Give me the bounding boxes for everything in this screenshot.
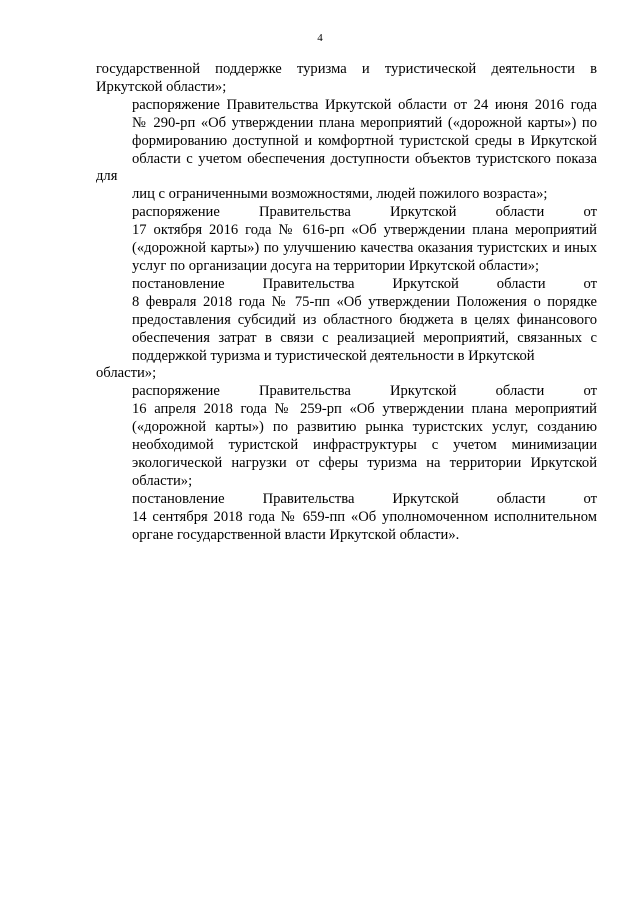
text-line: («дорожной карты») по улучшению качества оказания туристских и иных bbox=[132, 240, 597, 257]
text-line: 17 октября 2016 года № 616-рп «Об утверждении плана мероприятий bbox=[132, 222, 597, 239]
text-line: постановление Правительства Иркутской области от bbox=[132, 490, 597, 507]
page-number: 4 bbox=[317, 32, 323, 44]
text-line: формированию доступной и комфортной туристской среды в Иркутской bbox=[132, 132, 597, 149]
text-line: распоряжение Правительства Иркутской области от bbox=[132, 383, 597, 400]
text-line: 16 апреля 2018 года № 259-рп «Об утверждении плана мероприятий bbox=[132, 401, 597, 418]
text-line: области с учетом обеспечения доступности объектов туристского показа для bbox=[96, 150, 597, 185]
paragraph bbox=[96, 97, 597, 204]
text-line: услуг по организации досуга на территории Иркутской области»; bbox=[132, 257, 540, 274]
paragraph bbox=[96, 61, 597, 97]
text-line: области»; bbox=[132, 472, 193, 489]
text-line: поддержкой туризма и туристической деятельности в Иркутской области»; bbox=[96, 347, 535, 382]
text-line: предоставления субсидий из областного бюджета в целях финансового bbox=[132, 311, 597, 328]
text-line: («дорожной карты») по развитию рынка туристских услуг, созданию bbox=[132, 419, 597, 436]
paragraph bbox=[96, 383, 597, 490]
paragraph bbox=[96, 204, 597, 276]
text-line: распоряжение Правительства Иркутской области от bbox=[132, 204, 597, 221]
text-line: органе государственной власти Иркутской области». bbox=[132, 526, 460, 543]
text-line: 14 сентября 2018 года № 659-пп «Об уполномоченном исполнительном bbox=[132, 508, 597, 525]
text-line: № 290-рп «Об утверждении плана мероприятий («дорожной карты») по bbox=[132, 114, 597, 131]
paragraph bbox=[96, 491, 597, 545]
text-line: необходимой туристской инфраструктуры с учетом минимизации bbox=[132, 437, 597, 454]
text-line: Иркутской области»; bbox=[96, 78, 227, 95]
text-line: 8 февраля 2018 года № 75-пп «Об утверждении Положения о порядке bbox=[132, 293, 597, 310]
text-line: лиц с ограниченными возможностями, людей пожилого возраста»; bbox=[132, 186, 548, 203]
paragraph bbox=[96, 276, 597, 383]
text-line: распоряжение Правительства Иркутской области от 24 июня 2016 года bbox=[132, 96, 597, 113]
text-line: обеспечения затрат в связи с реализацией мероприятий, связанных с bbox=[132, 329, 597, 346]
document-body bbox=[96, 61, 597, 544]
text-line: экологической нагрузки от сферы туризма на территории Иркутской bbox=[132, 454, 597, 471]
text-line: государственной поддержке туризма и туристической деятельности в bbox=[96, 61, 597, 77]
text-line: постановление Правительства Иркутской области от bbox=[132, 275, 597, 292]
